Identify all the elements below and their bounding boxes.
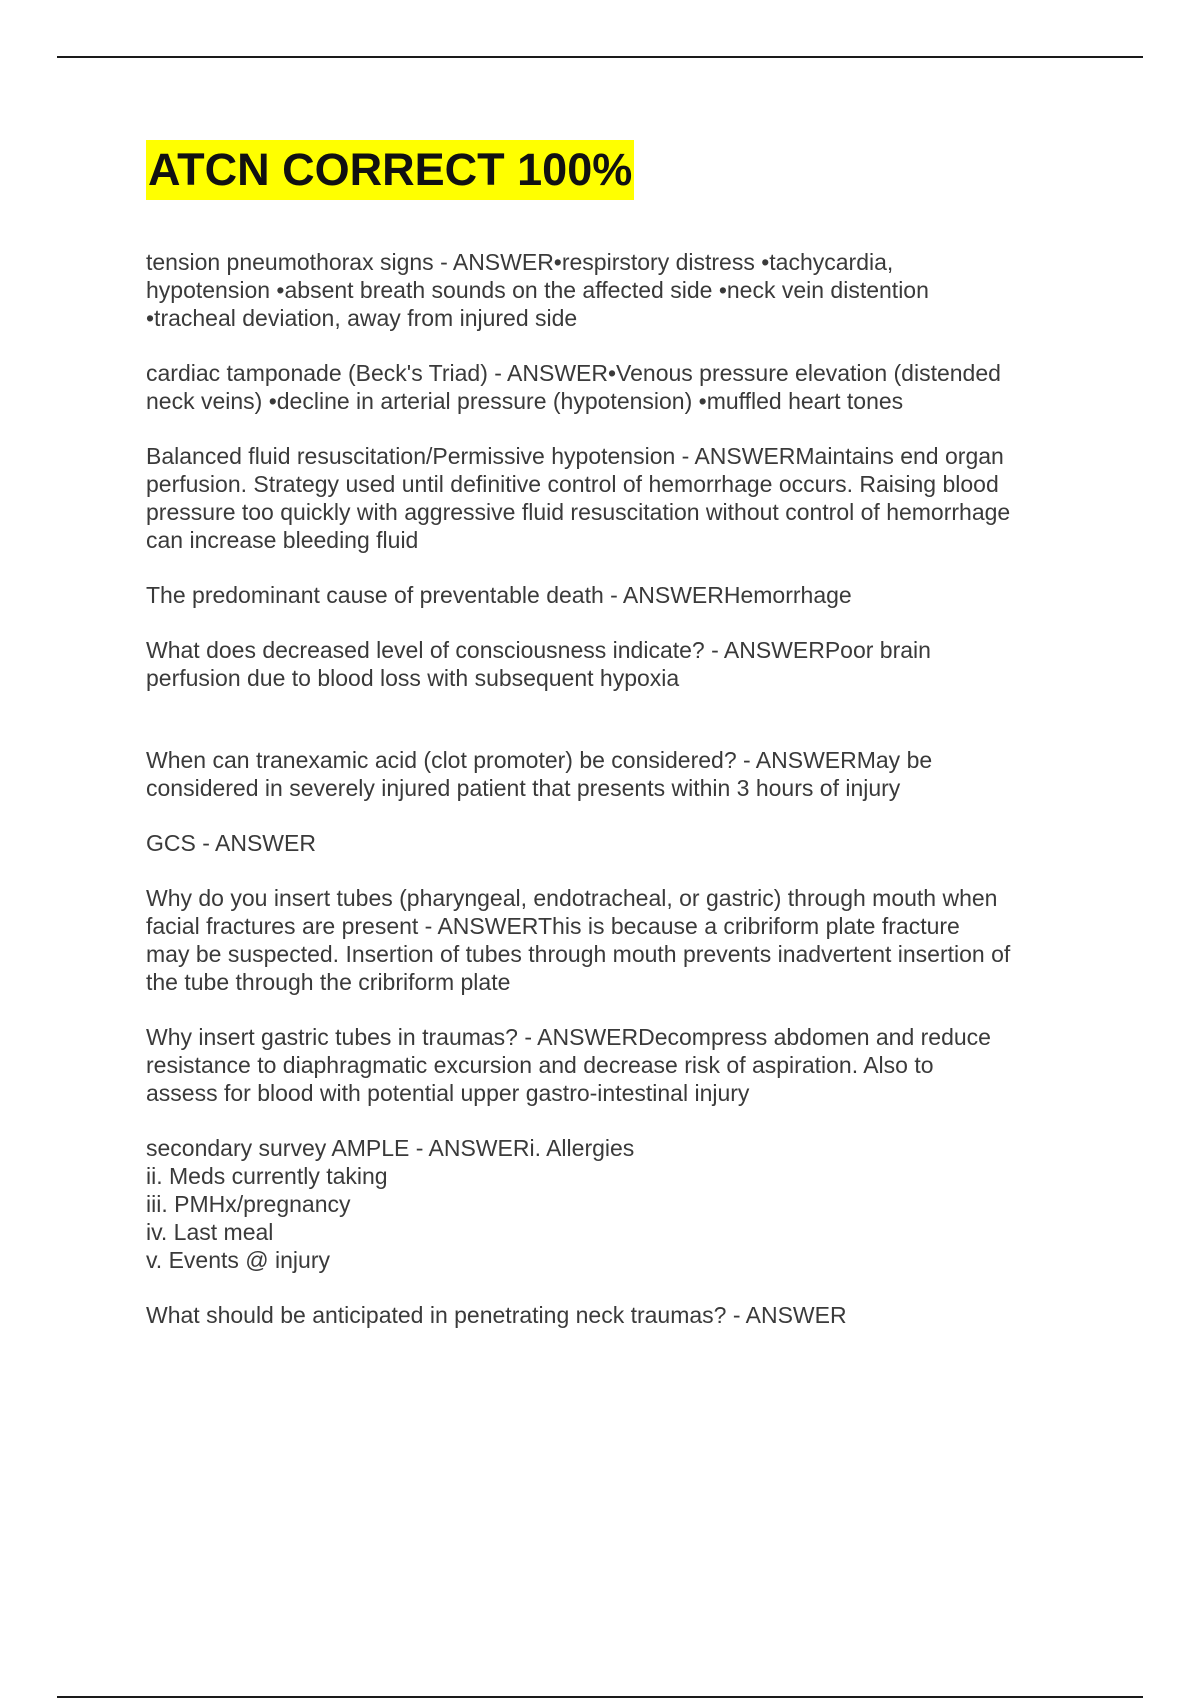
qa-entry-preventable-death: The predominant cause of preventable death - ANSWERHemorrhage bbox=[146, 582, 852, 608]
document-title: ATCN CORRECT 100% bbox=[146, 140, 634, 200]
qa-entry-gastric-tubes: Why insert gastric tubes in traumas? - ANSWERDecompress abdomen and reduce resistance to diaphragmatic excursion and decrease risk of aspiration. Also to assess for blood with potential upper gastro-intestinal injury bbox=[146, 1024, 991, 1106]
qa-entry-penetrating-neck: What should be anticipated in penetrating neck traumas? - ANSWER bbox=[146, 1302, 847, 1328]
qa-entry-tranexamic-acid: When can tranexamic acid (clot promoter) be considered? - ANSWERMay be considered in severely injured patient that presents within 3 hours of injury bbox=[146, 747, 933, 801]
qa-entry-balanced-fluid: Balanced fluid resuscitation/Permissive hypotension - ANSWERMaintains end organ perfusion. Strategy used until definitive control of hemorrhage occurs. Raising blood pressure too quickly with aggressive fluid resuscitation without control of hemorrhage can increase bleeding fluid bbox=[146, 443, 1011, 553]
bottom-rule bbox=[57, 1696, 1143, 1698]
top-rule bbox=[57, 56, 1143, 58]
qa-entry-ample-survey: secondary survey AMPLE - ANSWERi. Allergies ii. Meds currently taking iii. PMHx/pregnancy iv. Last meal v. Events @ injury bbox=[146, 1135, 635, 1273]
qa-entry-tubes-through-mouth: Why do you insert tubes (pharyngeal, endotracheal, or gastric) through mouth when facial fractures are present - ANSWERThis is because a cribriform plate fracture may be suspected. Insertion of tubes through mouth prevents inadvertent insertion of the tube through the cribriform plate bbox=[146, 885, 1011, 995]
page-content bbox=[146, 140, 1066, 1356]
qa-entry-tension-pneumothorax: tension pneumothorax signs - ANSWER•respirstory distress •tachycardia, hypotension •absent breath sounds on the affected side •neck vein distention •tracheal deviation, away from injured side bbox=[146, 249, 929, 331]
qa-list bbox=[146, 248, 1066, 1329]
qa-entry-cardiac-tamponade: cardiac tamponade (Beck's Triad) - ANSWER•Venous pressure elevation (distended neck veins) •decline in arterial pressure (hypotension) •muffled heart tones bbox=[146, 360, 1001, 414]
qa-entry-gcs: GCS - ANSWER bbox=[146, 830, 316, 856]
qa-entry-consciousness: What does decreased level of consciousness indicate? - ANSWERPoor brain perfusion due to blood loss with subsequent hypoxia bbox=[146, 637, 931, 691]
